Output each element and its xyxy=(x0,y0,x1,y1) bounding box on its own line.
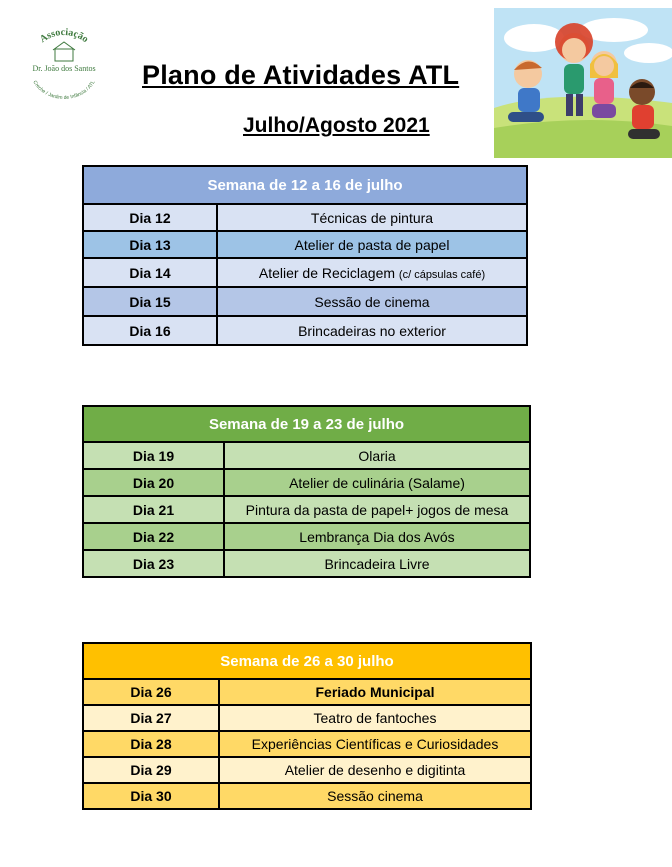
week-1-table xyxy=(82,165,528,346)
day-cell: Dia 21 xyxy=(83,496,224,523)
activity-cell: Feriado Municipal xyxy=(219,679,531,705)
activity-cell: Atelier de pasta de papel xyxy=(217,231,527,258)
page-subtitle: Julho/Agosto 2021 xyxy=(243,114,430,137)
activity-cell: Brincadeira Livre xyxy=(224,550,530,577)
day-cell: Dia 14 xyxy=(83,258,217,287)
activity-cell: Experiências Científicas e Curiosidades xyxy=(219,731,531,757)
table-row xyxy=(83,783,531,809)
activity-cell: Atelier de desenho e digitinta xyxy=(219,757,531,783)
activity-cell xyxy=(217,258,527,287)
week-1-title: Semana de 12 a 16 de julho xyxy=(83,166,527,204)
day-cell: Dia 13 xyxy=(83,231,217,258)
activity-cell: Atelier de culinária (Salame) xyxy=(224,469,530,496)
day-cell: Dia 28 xyxy=(83,731,219,757)
activity-cell: Técnicas de pintura xyxy=(217,204,527,231)
logo-text-mid: Dr. João dos Santos xyxy=(32,64,96,73)
page-title: Plano de Atividades ATL xyxy=(142,60,460,90)
table-row xyxy=(83,316,527,345)
week-3-table xyxy=(82,642,532,810)
table-row xyxy=(83,287,527,316)
activity-cell: Brincadeiras no exterior xyxy=(217,316,527,345)
activity-cell: Sessão cinema xyxy=(219,783,531,809)
activity-note: (c/ cápsulas café) xyxy=(398,268,486,281)
activity-cell: Teatro de fantoches xyxy=(219,705,531,731)
table-row xyxy=(83,523,530,550)
day-cell: Dia 22 xyxy=(83,523,224,550)
week-2-table xyxy=(82,405,531,578)
activity-cell: Olaria xyxy=(224,442,530,469)
activity-cell: Pintura da pasta de papel+ jogos de mesa xyxy=(224,496,530,523)
day-cell: Dia 26 xyxy=(83,679,219,705)
logo-text-top: Associação xyxy=(37,26,91,46)
table-row xyxy=(83,469,530,496)
week-2-title: Semana de 19 a 23 de julho xyxy=(83,406,530,442)
day-cell: Dia 19 xyxy=(83,442,224,469)
day-cell: Dia 12 xyxy=(83,204,217,231)
day-cell: Dia 27 xyxy=(83,705,219,731)
table-row xyxy=(83,731,531,757)
activity-cell: Sessão de cinema xyxy=(217,287,527,316)
day-cell: Dia 15 xyxy=(83,287,217,316)
children-playing-illustration xyxy=(494,8,672,158)
association-logo xyxy=(22,25,106,101)
logo-text-bottom: Creche / Jardim de Infância / ATL xyxy=(31,79,97,101)
day-cell: Dia 20 xyxy=(83,469,224,496)
activity-text: Atelier de Reciclagem xyxy=(258,264,396,281)
activity-cell: Lembrança Dia dos Avós xyxy=(224,523,530,550)
table-row xyxy=(83,442,530,469)
table-row xyxy=(83,496,530,523)
day-cell: Dia 16 xyxy=(83,316,217,345)
table-row xyxy=(83,231,527,258)
day-cell: Dia 29 xyxy=(83,757,219,783)
table-row xyxy=(83,705,531,731)
table-row xyxy=(83,550,530,577)
table-row xyxy=(83,757,531,783)
week-3-title: Semana de 26 a 30 julho xyxy=(83,643,531,679)
day-cell: Dia 30 xyxy=(83,783,219,809)
day-cell: Dia 23 xyxy=(83,550,224,577)
table-row xyxy=(83,679,531,705)
table-row xyxy=(83,204,527,231)
table-row xyxy=(83,258,527,287)
